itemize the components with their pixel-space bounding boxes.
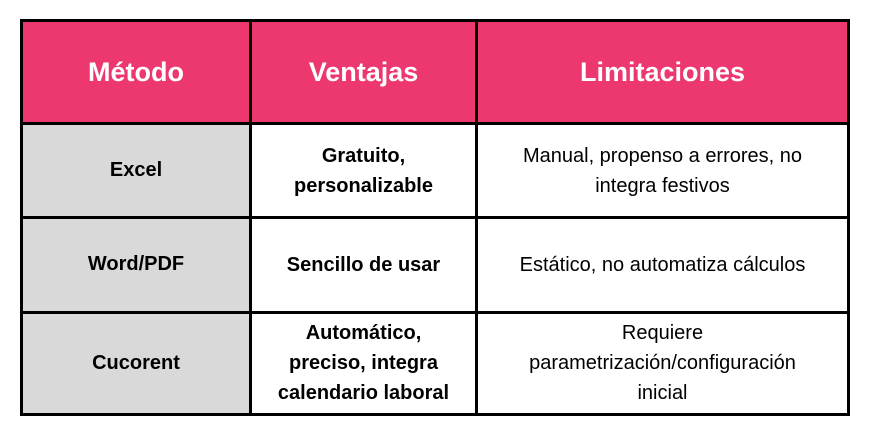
advantages-line: preciso, integra [289, 352, 438, 375]
header-limitations: Limitaciones [477, 21, 849, 124]
advantages-line: Sencillo de usar [286, 253, 441, 276]
limitations-line: Requiere [621, 322, 704, 345]
table-row-excel [22, 124, 849, 218]
header-advantages: Ventajas [251, 21, 477, 124]
limitations-cell [477, 124, 849, 218]
method-cell: Excel [22, 124, 251, 218]
method-cell: Word/PDF [22, 218, 251, 312]
advantages-line: personalizable [294, 174, 433, 197]
table-row-word-pdf [22, 218, 849, 312]
advantages-cell [251, 124, 477, 218]
limitations-line: Estático, no automatiza cálculos [519, 253, 806, 276]
header-row [22, 21, 849, 124]
advantages-cell [251, 312, 477, 414]
limitations-line: inicial [637, 382, 688, 405]
table-header [22, 21, 849, 124]
advantages-line: calendario laboral [277, 382, 450, 405]
limitations-line: integra festivos [595, 174, 730, 197]
advantages-line: Gratuito, [321, 144, 406, 167]
table-row-cucorent [22, 312, 849, 414]
comparison-table [20, 19, 850, 416]
limitations-line: parametrización/configuración [529, 352, 796, 375]
limitations-cell [477, 218, 849, 312]
advantages-cell [251, 218, 477, 312]
table-body [22, 124, 849, 415]
advantages-line: Automático, [305, 322, 422, 345]
comparison-table-container [20, 19, 847, 416]
method-cell: Cucorent [22, 312, 251, 414]
limitations-line: Manual, propenso a errores, no [522, 144, 803, 167]
header-method: Método [22, 21, 251, 124]
limitations-cell [477, 312, 849, 414]
